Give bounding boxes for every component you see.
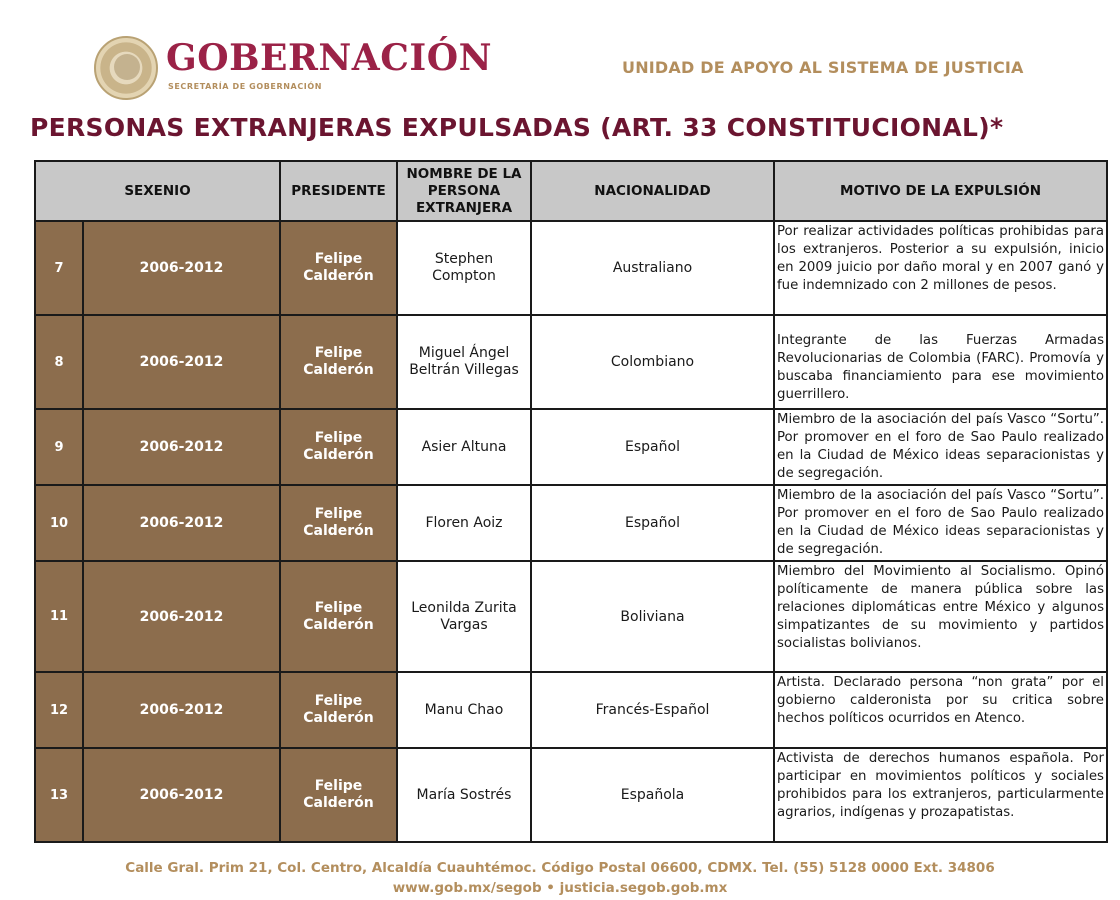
table-header-row [35, 161, 1107, 221]
page-title: PERSONAS EXTRANJERAS EXPULSADAS (ART. 33 CONSTITUCIONAL)* [30, 113, 1004, 142]
row-nacionalidad: Español [531, 485, 774, 561]
row-number: 13 [35, 748, 83, 842]
row-number: 11 [35, 561, 83, 672]
row-motivo: Activista de derechos humanos española. Por participar en movimientos políticos y sociales prohibidos para los extranjeros, particularmente agrarios, indígenas y prozapatistas. [774, 748, 1107, 842]
row-presidente: Felipe Calderón [280, 409, 397, 485]
header-presidente: PRESIDENTE [280, 161, 397, 221]
row-motivo: Miembro de la asociación del país Vasco “Sortu”. Por promover en el foro de Sao Paulo realizado en la Ciudad de México ideas separacionistas y de segregación. [774, 409, 1107, 485]
brand-subtitle: SECRETARÍA DE GOBERNACIÓN [168, 82, 323, 91]
table-row [35, 561, 1107, 672]
row-motivo: Por realizar actividades políticas prohibidas para los extranjeros. Posterior a su expulsión, inicio en 2009 juicio por daño moral y en 2007 ganó y fue indemnizado con 2 millones de pesos. [774, 221, 1107, 315]
row-nacionalidad: Colombiano [531, 315, 774, 409]
footer-links: www.gob.mx/segob • justicia.segob.gob.mx [392, 880, 728, 896]
row-nacionalidad: Española [531, 748, 774, 842]
unit-name: UNIDAD DE APOYO AL SISTEMA DE JUSTICIA [622, 58, 1024, 77]
row-nombre: Leonilda Zurita Vargas [397, 561, 531, 672]
brand-name: GOBERNACIÓN [166, 37, 492, 79]
row-sexenio: 2006-2012 [83, 315, 280, 409]
header-motivo: MOTIVO DE LA EXPULSIÓN [774, 161, 1107, 221]
row-number: 10 [35, 485, 83, 561]
row-presidente: Felipe Calderón [280, 748, 397, 842]
row-presidente: Felipe Calderón [280, 221, 397, 315]
row-presidente: Felipe Calderón [280, 561, 397, 672]
table-row [35, 485, 1107, 561]
row-nombre: María Sostrés [397, 748, 531, 842]
row-nombre: Manu Chao [397, 672, 531, 748]
header-sexenio: SEXENIO [35, 161, 280, 221]
row-motivo: Artista. Declarado persona “non grata” por el gobierno calderonista por su critica sobre hechos políticos ocurridos en Atenco. [774, 672, 1107, 748]
row-motivo: Miembro de la asociación del país Vasco “Sortu”. Por promover en el foro de Sao Paulo realizado en la Ciudad de México ideas separacionistas y de segregación. [774, 485, 1107, 561]
row-sexenio: 2006-2012 [83, 409, 280, 485]
row-nacionalidad: Boliviana [531, 561, 774, 672]
row-number: 12 [35, 672, 83, 748]
row-number: 7 [35, 221, 83, 315]
row-number: 9 [35, 409, 83, 485]
expulsions-table [34, 160, 1108, 843]
row-nacionalidad: Australiano [531, 221, 774, 315]
row-nombre: Miguel Ángel Beltrán Villegas [397, 315, 531, 409]
row-nacionalidad: Español [531, 409, 774, 485]
row-number: 8 [35, 315, 83, 409]
row-motivo: Integrante de las Fuerzas Armadas Revolucionarias de Colombia (FARC). Promovía y buscaba financiamiento para ese movimiento guerrillero. [774, 315, 1107, 409]
row-presidente: Felipe Calderón [280, 672, 397, 748]
row-nombre: Asier Altuna [397, 409, 531, 485]
row-presidente: Felipe Calderón [280, 485, 397, 561]
table-row [35, 409, 1107, 485]
table-row [35, 672, 1107, 748]
table-row [35, 748, 1107, 842]
row-sexenio: 2006-2012 [83, 485, 280, 561]
header-nacionalidad: NACIONALIDAD [531, 161, 774, 221]
row-nombre: Stephen Compton [397, 221, 531, 315]
footer-address: Calle Gral. Prim 21, Col. Centro, Alcaldía Cuauhtémoc. Código Postal 06600, CDMX. Tel. (55) 5128 0000 Ext. 34806 [125, 860, 995, 876]
row-sexenio: 2006-2012 [83, 561, 280, 672]
national-seal-logo [94, 36, 158, 100]
row-nombre: Floren Aoiz [397, 485, 531, 561]
row-sexenio: 2006-2012 [83, 221, 280, 315]
table-row [35, 315, 1107, 409]
row-sexenio: 2006-2012 [83, 748, 280, 842]
header-nombre: NOMBRE DE LA PERSONA EXTRANJERA [397, 161, 531, 221]
row-presidente: Felipe Calderón [280, 315, 397, 409]
table-row [35, 221, 1107, 315]
row-motivo: Miembro del Movimiento al Socialismo. Opinó políticamente de manera pública sobre las relaciones diplomáticas entre México y algunos simpatizantes de su movimiento y partidos socialistas bolivianos. [774, 561, 1107, 672]
page-header [0, 0, 1120, 110]
row-nacionalidad: Francés-Español [531, 672, 774, 748]
row-sexenio: 2006-2012 [83, 672, 280, 748]
